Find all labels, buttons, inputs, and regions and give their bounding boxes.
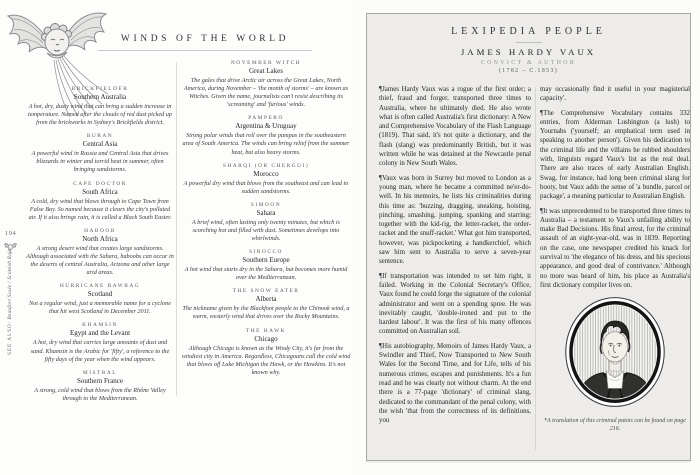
wind-description: A hot wind that starts dry in the Sahara, but becomes more humid over the Mediterranean.	[184, 266, 348, 282]
column-divider	[176, 62, 177, 396]
wind-name: SHARQI (OR CHERGUI)	[222, 162, 310, 169]
wind-region: Great Lakes	[248, 67, 283, 75]
body-paragraph: ¶His autobiography, Memoirs of James Hardy Vaux, a Swindler and Thief, Now Transported to New South Wales for the Second Time, and for Life, tells of his numerous crimes, escapes and punishments. It's a fun read and he was clearly not without charm. At the end there is a 77-page 'dictionary' of criminal slang, dedicated to the commandant of the penal colony, with the wish 'that from the correctness of its definitions, you	[379, 342, 531, 425]
page-title: WINDS OF THE WORLD	[120, 34, 290, 44]
wind-region: Alberta	[255, 295, 277, 304]
portrait-figure	[540, 295, 690, 433]
wind-region: Central Asia	[82, 140, 118, 149]
left-page-header	[85, 34, 325, 51]
wind-region: Egypt and the Levant	[69, 329, 131, 338]
person-name: JAMES HARDY VAUX	[460, 47, 597, 57]
wind-region: South Africa	[82, 187, 118, 196]
wind-entry	[26, 228, 174, 277]
wind-region: Southern Europe	[242, 256, 290, 265]
panel-header	[367, 26, 690, 74]
wind-description: Although Chicago is known as the Windy City, it's far from the windiest city in America. Regardless, Chicagoans call the cold wind that blows off Lake Michigan the Hawk, or the Hawkins. It's not known why.	[181, 344, 351, 376]
body-paragraph: ¶Vaux was born in Surrey but moved to London as a young man, where he became a committed ne'er-do-well. In his memoirs, he lists his criminalities during this time as: 'buzzing, dragging, sneaking, hoisting, pinching, smashing, jumping, spanking and starring; together with the kid-rig, the letter-racket, the order-racket and the snuff-racket.' What got him transported, however, was pickpocketing a handkerchief, which saw him sent to Australia to serve a seven-year sentence.	[379, 174, 531, 266]
wind-description: Not a regular wind, just a memorable name for a cyclone that hit west Scotland in December 2011.	[29, 300, 171, 316]
wind-name: THE HAWK	[245, 327, 287, 334]
wind-description: A brief wind, often lasting only twenty minutes, but which is scorching hot and filled with dust. Sometimes develops into whirlwinds.	[191, 218, 341, 243]
wind-entry	[26, 283, 174, 316]
wind-region: Argentina & Uruguay	[235, 122, 297, 131]
portrait-caption: *A translation of this criminal patois can be found on page 216.	[544, 418, 686, 433]
body-paragraph: ¶James Hardy Vaux was a rogue of the first order; a thief, fraud and forger, transported three times to Australia, where he ultimately died. He also wrote what is often called Australia's first dictionary: A New and Comprehensive Vocabulary of the Flash Language (1819). That said, it's not quite a dictionary, and the flash (slang) was predominantly British, but it was written while he was detained at the Newcastle penal colony in New South Wales.	[379, 86, 531, 168]
wind-entry	[26, 86, 174, 127]
wind-entry	[181, 328, 351, 377]
wind-name: NOVEMBER WITCH	[230, 60, 302, 66]
lexipedia-panel	[366, 13, 691, 461]
wind-name: CAPE DOCTOR	[73, 180, 127, 187]
wind-name: THE SNOW EATER	[232, 288, 300, 295]
wind-region: Chicago	[254, 334, 278, 343]
page-number: 194	[5, 230, 17, 237]
wind-description: The nickname given by the Blackfoot people to the Chinook wind, a warm, westerly wind that drives over the Rocky Mountains.	[182, 305, 350, 321]
wind-description: A cold, dry wind that blows through to Cape Town from False Bay. So named because it clears the city's polluted air. If it also brings rain, it is called a Black South Easter.	[28, 197, 172, 221]
wind-region: Morocco	[253, 169, 279, 178]
wind-name: SIROCCO	[249, 249, 283, 256]
winds-column-1	[26, 86, 174, 409]
wind-region: Southern France	[76, 376, 124, 385]
panel-body	[379, 85, 690, 456]
wind-description: A hot, dry wind that carries large amounts of dust and sand. Khamsin is the Arabic for 'fifty', a reference to the fifty days of the year when the wind appears.	[30, 339, 170, 363]
person-role: CONVICT & AUTHOR	[480, 60, 577, 66]
person-dates: (1782 – C.1853)	[498, 68, 559, 74]
wind-entry	[181, 202, 351, 243]
wind-name: BURAN	[86, 133, 114, 140]
section-kicker: LEXIPEDIA PEOPLE	[451, 26, 606, 37]
wind-description: A powerful wind in Russia and Central Asia that drives blizzards in winter and torrid heat in summer, often bringing sandstorms.	[31, 150, 169, 174]
wind-description: A strong, cold wind that blows from the Rhône Valley through to the Mediterranean.	[34, 386, 166, 402]
see-also-margin-note	[7, 248, 13, 355]
see-also-label: SEE ALSO:	[7, 320, 13, 355]
wind-name: KHAMSIN	[82, 322, 118, 329]
right-page	[356, 0, 700, 475]
wind-name: SIMOON	[250, 201, 282, 208]
wind-entry	[26, 370, 174, 403]
wind-name: PAMPERO	[248, 115, 284, 122]
body-column-divider	[535, 87, 536, 450]
wind-entry	[26, 133, 174, 174]
wind-name: HURRICANE BAWBAG	[59, 283, 141, 290]
body-paragraph: may occasionally find it useful in your magisterial capacity'.	[540, 86, 690, 103]
wind-region: Sahara	[256, 208, 276, 217]
wind-description: The gales that drive Arctic air across the Great Lakes, North America, during November – 'the month of storms' – are known as Witches. Given the name, journalists can't resist describing its 'screaming' and 'furious' winds.	[183, 77, 349, 109]
wind-description: Strong polar winds that roll over the pampas in the southeastern area of South America. The winds can bring relief from the summer heat, but also heavy storms.	[182, 132, 350, 156]
wind-entry	[26, 322, 174, 363]
wind-name: MISTRAL	[82, 369, 118, 376]
body-column-2-paragraphs	[540, 85, 690, 290]
wind-entry	[181, 249, 351, 282]
wind-region: Scotland	[87, 290, 113, 299]
body-column-2	[540, 85, 690, 433]
wind-entry	[26, 181, 174, 222]
wind-entry	[181, 115, 351, 156]
body-paragraph: ¶If transportation was intended to set him right, it failed. Working in the Colonial Secretary's Office, Vaux found he could forge the signature of the colonial administrator and went on a spending spree. He was inevitably caught, 'double-ironed and put to the hardest labour'. It was the first of his many offences committed on Australian soil.	[379, 272, 531, 336]
wind-region: Southern Australia	[73, 93, 127, 101]
kicker-rule	[516, 42, 542, 43]
body-paragraph: ¶The Comprehensive Vocabulary contains 332 entries, from Alderman Lushington (a lush) to Yournabs ('yourself; an emphatical term used in speaking to another person'). Given his dedication to the criminal life and the villains he rubbed shoulders with, linguists regard Vaux's list as the real deal. There are also traces of early Australian English. Swag, for instance, had long been criminal slang for booty, but Vaux adds the sense of 'a bundle, parcel or package', a meaning particular to Australian English.	[540, 109, 690, 201]
wind-entry	[181, 60, 351, 109]
wind-name: BRICKFIELDER	[71, 86, 129, 92]
wind-entry	[181, 163, 351, 196]
wind-description: A powerful dry wind that blows from the southeast and can lead to sudden sandstorms.	[183, 179, 349, 195]
winds-column-2	[181, 60, 351, 383]
body-paragraph: ¶It was unprecedented to be transported three times to Australia – a testament to Vaux's unfailing ability to make Bad Decisions. His final arrest, for the criminal assault of an eight-year-old, was in 1839. Reporting on the case, one newspaper credited his knack for survival to 'the elegance of his dress, and his specious appearance, and good deal of contrivance.' Although no more was heard of him, his place as Australia's first dictionary compiler lives on.	[540, 207, 690, 289]
body-column-1	[379, 85, 531, 430]
wind-description: A strong desert wind that creates large sandstorms. Although associated with the Sahara, haboobs can occur in the deserts of central Australia, Arizona and other large arid areas.	[26, 244, 174, 277]
engraved-portrait-icon	[563, 295, 667, 409]
wind-name: HABOOB	[84, 227, 116, 234]
wind-entry	[181, 288, 351, 321]
wind-region: North Africa	[82, 234, 118, 243]
wind-description: A hot, dry, dusty wind that can bring a sudden increase in temperature. Named after the clouds of red dust picked up from the brickworks in Sydney's Brickfields district.	[28, 103, 172, 127]
see-also-references: Beaufort Scale / Scottish Rain	[7, 248, 13, 320]
title-rule	[98, 50, 312, 51]
